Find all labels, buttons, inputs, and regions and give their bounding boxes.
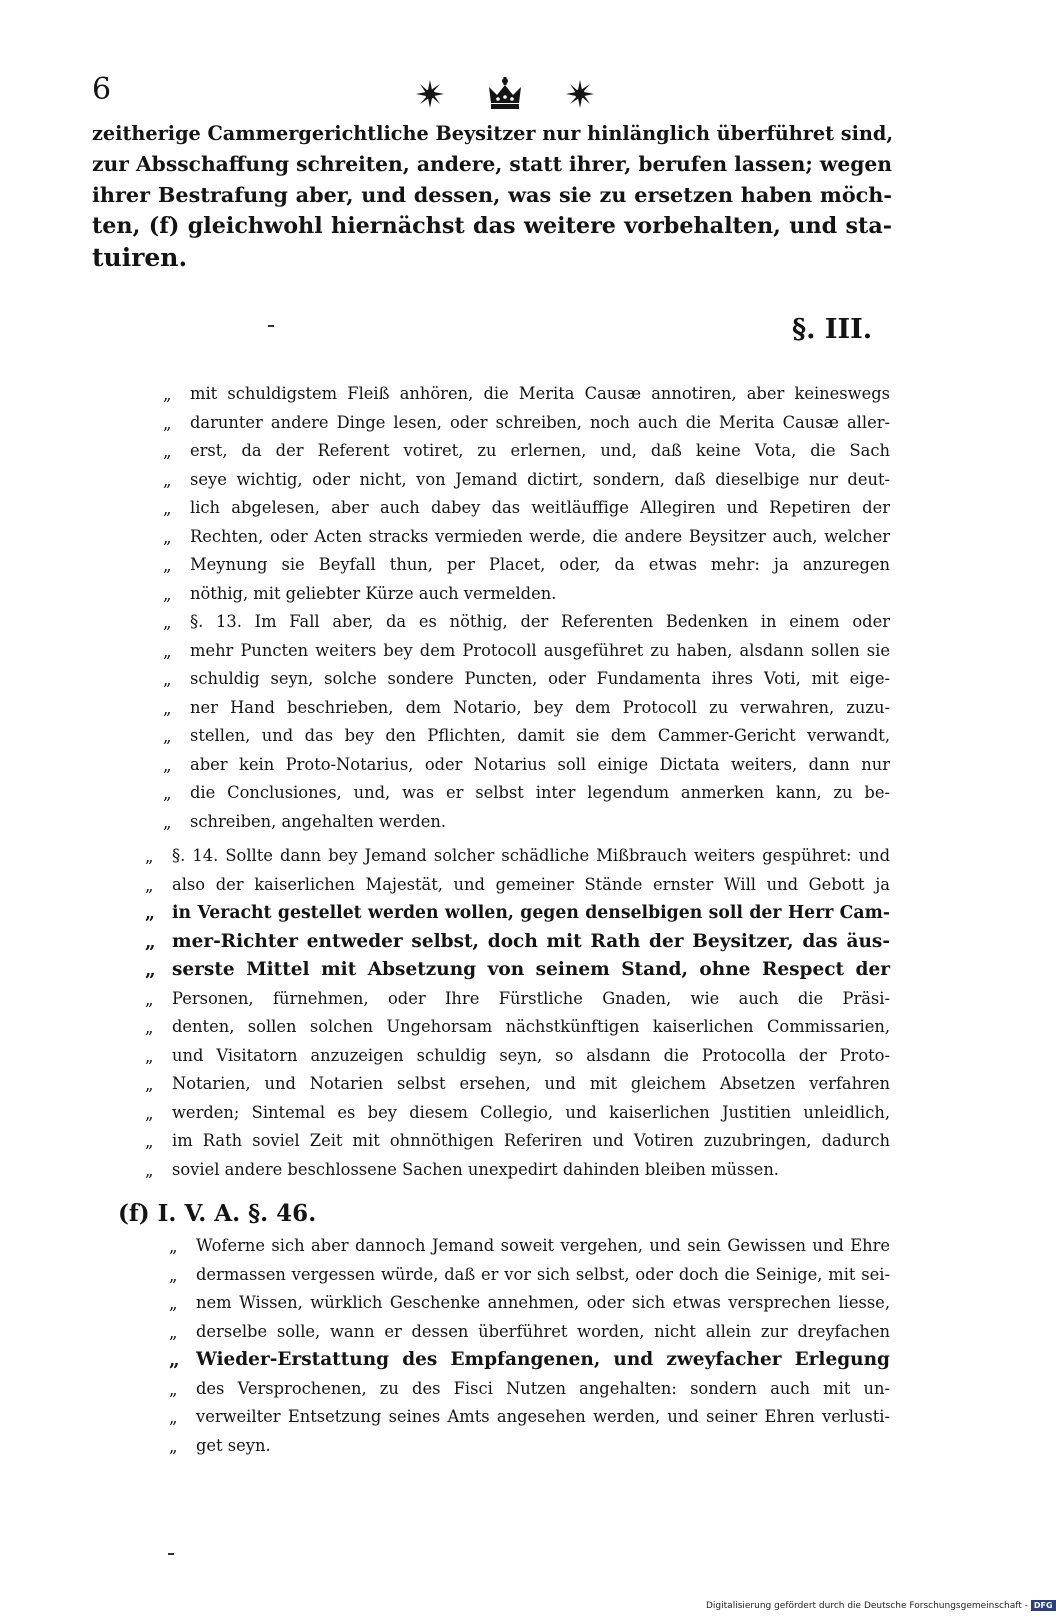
quote-mark: „ — [169, 1322, 178, 1342]
quote-mark: „ — [145, 1160, 154, 1180]
intro-paragraph — [92, 118, 892, 273]
quoted-line: „ §. 13. Im Fall aber, da es nöthig, der Referenten Bedenken in einem oder — [190, 608, 890, 637]
footnote-quote — [169, 1232, 890, 1460]
quote-mark: „ — [145, 1046, 154, 1066]
quote-mark: „ — [163, 413, 172, 433]
quoted-line: „ soviel andere beschlossene Sachen unexpedirt dahinden bleiben müssen. — [172, 1156, 890, 1185]
quoted-line: „ nem Wissen, würklich Geschenke annehmen, oder sich etwas versprechen liesse, — [196, 1289, 890, 1318]
quote-mark: „ — [145, 989, 154, 1009]
quote-mark: „ — [169, 1265, 178, 1285]
quote-mark: „ — [163, 698, 172, 718]
page-number: 6 — [92, 72, 112, 107]
quoted-line: „ denten, sollen solchen Ungehorsam nächstkünftigen kaiserlichen Commissarien, — [172, 1013, 890, 1042]
quote-mark: „ — [145, 931, 156, 953]
quoted-line: „ also der kaiserlichen Majestät, und gemeiner Stände ernster Will und Gebott ja — [172, 871, 890, 900]
crown-ornament-icon — [486, 75, 524, 113]
quote-mark: „ — [163, 470, 172, 490]
quoted-line: „ des Versprochenen, zu des Fisci Nutzen angehalten: sondern auch mit un- — [196, 1375, 890, 1404]
quoted-line: „ schreiben, angehalten werden. — [190, 808, 890, 837]
quote-mark: „ — [163, 641, 172, 661]
dfg-logo: DFG — [1031, 1600, 1056, 1611]
quote-mark: „ — [169, 1237, 178, 1256]
ink-mark — [168, 1553, 174, 1555]
quote-mark: „ — [163, 812, 172, 832]
quoted-line: „ erst, da der Referent votiret, zu erlernen, und, daß keine Vota, die Sach — [190, 437, 890, 466]
quoted-line: „ Rechten, oder Acten stracks vermieden werde, die andere Beysitzer auch, welcher — [190, 523, 890, 552]
quoted-line: „ Notarien, und Notarien selbst ersehen, und mit gleichem Absetzen verfahren — [172, 1070, 890, 1099]
section-heading: §. III. — [792, 314, 873, 345]
quoted-line: „ derselbe solle, wann er dessen überführet worden, nicht allein zur dreyfachen — [196, 1318, 890, 1347]
footnote-reference: (f) I. V. A. §. 46. — [118, 1200, 317, 1227]
quote-mark: „ — [163, 784, 172, 803]
quoted-line: „ mer-Richter entweder selbst, doch mit Rath der Beysitzer, das äus- — [172, 928, 890, 957]
quote-mark: „ — [145, 1075, 154, 1094]
quote-mark: „ — [145, 1018, 154, 1037]
quote-mark: „ — [145, 847, 154, 866]
quoted-line: „ Meynung sie Beyfall thun, per Placet, oder, da etwas mehr: ja anzuregen — [190, 551, 890, 580]
quote-mark: „ — [163, 755, 172, 775]
quoted-line: „ mehr Puncten weiters bey dem Protocoll ausgeführet zu haben, alsdann sollen sie — [190, 637, 890, 666]
text-line: zur Absschaffung schreiten, andere, statt ihrer, berufen lassen; wegen — [92, 152, 892, 176]
quoted-line: „ serste Mittel mit Absetzung von seinem Stand, ohne Respect der — [172, 956, 890, 985]
text-line: tuiren. — [92, 243, 188, 272]
quoted-line: „ dermassen vergessen würde, daß er vor sich selbst, oder doch die Seinige, mit sei- — [196, 1261, 890, 1290]
quoted-line: „ Personen, fürnehmen, oder Ihre Fürstliche Gnaden, wie auch die Präsi- — [172, 985, 890, 1014]
digitization-credit — [706, 1600, 1056, 1611]
text-line: ihrer Bestrafung aber, und dessen, was sie zu ersetzen haben möch- — [92, 183, 892, 207]
quoted-line: „ stellen, und das bey den Pflichten, damit sie dem Cammer-Gericht verwandt, — [190, 722, 890, 751]
quote-mark: „ — [163, 584, 172, 604]
quoted-line: „ lich abgelesen, aber auch dabey das weitläuffige Allegiren und Repetiren der — [190, 494, 890, 523]
quoted-line: „ schuldig seyn, solche sondere Puncten, oder Fundamenta ihres Voti, mit eige- — [190, 665, 890, 694]
star-ornament-icon — [415, 79, 445, 109]
quoted-line: „ verweilter Entsetzung seines Amts angesehen werden, und seiner Ehren verlusti- — [196, 1403, 890, 1432]
quoted-line: „ im Rath soviel Zeit mit ohnnöthigen Referiren und Votiren zuzubringen, dadurch — [172, 1127, 890, 1156]
quote-mark: „ — [163, 385, 172, 404]
quote-mark: „ — [145, 960, 156, 981]
text-line: zeitherige Cammergerichtliche Beysitzer nur hinlänglich überführet sind, — [92, 122, 894, 145]
quoted-paragraph-2 — [145, 842, 890, 1184]
quoted-line: „ §. 14. Sollte dann bey Jemand solcher schädliche Mißbrauch weiters gespühret: und — [172, 842, 890, 871]
text-line: ten, (f) gleichwohl hiernächst das weitere vorbehalten, und sta- — [92, 213, 892, 239]
quote-mark: „ — [145, 1103, 154, 1123]
quote-mark: „ — [169, 1436, 178, 1456]
quote-mark: „ — [169, 1350, 180, 1371]
quote-mark: „ — [163, 613, 172, 632]
header-ornament — [415, 72, 595, 116]
quote-mark: „ — [163, 527, 172, 547]
quote-mark: „ — [163, 727, 172, 746]
quoted-line: „ aber kein Proto-Notarius, oder Notarius soll einige Dictata weiters, dann nur — [190, 751, 890, 780]
quoted-line: „ darunter andere Dinge lesen, oder schreiben, noch auch die Merita Causæ aller- — [190, 409, 890, 438]
quoted-line: „ get seyn. — [196, 1432, 890, 1461]
credit-text: Digitalisierung gefördert durch die Deutsche Forschungsgemeinschaft - — [706, 1601, 1028, 1611]
quoted-line: „ die Conclusiones, und, was er selbst inter legendum anmerken kann, zu be- — [190, 779, 890, 808]
quote-mark: „ — [163, 499, 172, 518]
quoted-paragraph-1 — [163, 380, 890, 836]
quoted-line: „ Woferne sich aber dannoch Jemand soweit vergehen, und sein Gewissen und Ehre — [196, 1232, 890, 1261]
star-ornament-icon — [565, 79, 595, 109]
quote-mark: „ — [169, 1379, 178, 1399]
quoted-line: „ werden; Sintemal es bey diesem Collegio, und kaiserlichen Justitien unleidlich, — [172, 1099, 890, 1128]
ink-mark — [268, 325, 274, 327]
quoted-line: „ Wieder-Erstattung des Empfangenen, und zweyfacher Erlegung — [196, 1346, 890, 1375]
quoted-line: „ seye wichtig, oder nicht, von Jemand dictirt, sondern, daß dieselbige nur deut- — [190, 466, 890, 495]
quote-mark: „ — [169, 1294, 178, 1313]
quoted-line: „ ner Hand beschrieben, dem Notario, bey dem Protocoll zu verwahren, zuzu- — [190, 694, 890, 723]
quote-mark: „ — [145, 1132, 154, 1151]
quote-mark: „ — [145, 875, 154, 895]
quoted-line: „ mit schuldigstem Fleiß anhören, die Merita Causæ annotiren, aber keineswegs — [190, 380, 890, 409]
quoted-line: „ und Visitatorn anzuzeigen schuldig seyn, so alsdann die Protocolla der Proto- — [172, 1042, 890, 1071]
quote-mark: „ — [163, 556, 172, 575]
quoted-line: „ nöthig, mit geliebter Kürze auch vermelden. — [190, 580, 890, 609]
quote-mark: „ — [163, 442, 172, 461]
quote-mark: „ — [169, 1408, 178, 1427]
quoted-line: „ in Veracht gestellet werden wollen, gegen denselbigen soll der Herr Cam- — [172, 899, 890, 928]
quote-mark: „ — [163, 670, 172, 689]
quote-mark: „ — [145, 904, 155, 924]
